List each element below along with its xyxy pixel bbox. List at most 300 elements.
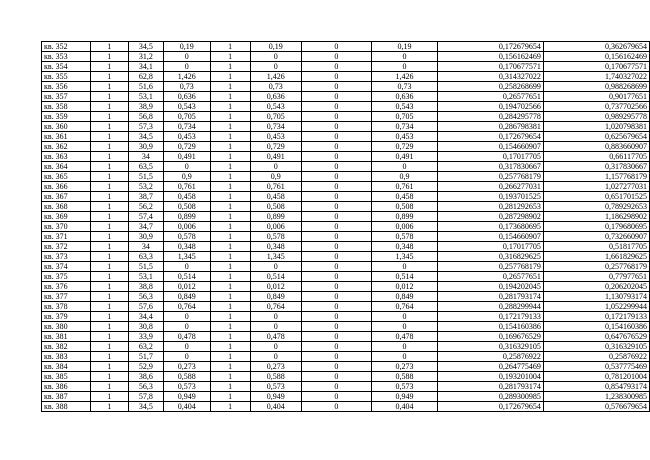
value-cell: 34,5 <box>128 132 164 142</box>
value-cell: 1 <box>90 252 128 262</box>
value-cell: 0,172679654 <box>437 42 543 52</box>
value-cell: 0,543 <box>164 102 210 112</box>
table-row <box>42 212 650 222</box>
value-cell: 1 <box>90 372 128 382</box>
value-cell: 0,491 <box>250 152 301 162</box>
value-cell: 1 <box>210 292 250 302</box>
value-cell: 1 <box>90 302 128 312</box>
apartment-cell: кв. 368 <box>42 202 91 212</box>
apartment-cell: кв. 357 <box>42 92 91 102</box>
value-cell: 1 <box>90 202 128 212</box>
value-cell: 34,5 <box>128 42 164 52</box>
value-cell: 0,273 <box>250 362 301 372</box>
table-row <box>42 242 650 252</box>
value-cell: 0,281793174 <box>437 292 543 302</box>
table-row <box>42 272 650 282</box>
value-cell: 0,478 <box>164 332 210 342</box>
value-cell: 0,281292653 <box>437 202 543 212</box>
value-cell: 51,5 <box>128 262 164 272</box>
value-cell: 1 <box>210 262 250 272</box>
table-row <box>42 132 650 142</box>
apartment-cell: кв. 375 <box>42 272 91 282</box>
value-cell: 0 <box>164 52 210 62</box>
value-cell: 0,508 <box>250 202 301 212</box>
value-cell: 1 <box>210 342 250 352</box>
table-row <box>42 72 650 82</box>
value-cell: 0,006 <box>372 222 438 232</box>
value-cell: 0 <box>301 282 372 292</box>
value-cell: 0,193701525 <box>437 192 543 202</box>
apartment-cell: кв. 379 <box>42 312 91 322</box>
table-row <box>42 142 650 152</box>
value-cell: 1 <box>210 122 250 132</box>
value-cell: 0,289300985 <box>437 392 543 402</box>
value-cell: 0,478 <box>250 332 301 342</box>
value-cell: 1 <box>90 52 128 62</box>
value-cell: 0 <box>301 342 372 352</box>
value-cell: 0,348 <box>250 242 301 252</box>
value-cell: 57,8 <box>128 392 164 402</box>
value-cell: 1 <box>90 272 128 282</box>
table-row <box>42 232 650 242</box>
value-cell: 1 <box>210 102 250 112</box>
value-cell: 0 <box>250 352 301 362</box>
value-cell: 0,316329105 <box>437 342 543 352</box>
value-cell: 1 <box>210 282 250 292</box>
value-cell: 0,458 <box>164 192 210 202</box>
value-cell: 0,625679654 <box>543 132 649 142</box>
value-cell: 0,006 <box>250 222 301 232</box>
value-cell: 62,8 <box>128 72 164 82</box>
value-cell: 0 <box>301 272 372 282</box>
apartment-cell: кв. 383 <box>42 352 91 362</box>
value-cell: 34,4 <box>128 312 164 322</box>
value-cell: 0,491 <box>164 152 210 162</box>
value-cell: 51,6 <box>128 82 164 92</box>
value-cell: 1,157768179 <box>543 172 649 182</box>
value-cell: 0,317830667 <box>437 162 543 172</box>
value-cell: 0,453 <box>372 132 438 142</box>
value-cell: 0,012 <box>250 282 301 292</box>
value-cell: 1 <box>210 302 250 312</box>
value-cell: 0 <box>301 62 372 72</box>
value-cell: 0,729 <box>250 142 301 152</box>
value-cell: 0,012 <box>164 282 210 292</box>
value-cell: 0 <box>301 222 372 232</box>
value-cell: 0 <box>301 402 372 412</box>
value-cell: 0 <box>164 352 210 362</box>
apartment-cell: кв. 353 <box>42 52 91 62</box>
value-cell: 0,458 <box>372 192 438 202</box>
value-cell: 0,172179133 <box>543 312 649 322</box>
value-cell: 1 <box>210 392 250 402</box>
value-cell: 0,51817705 <box>543 242 649 252</box>
value-cell: 1,052299944 <box>543 302 649 312</box>
table-row <box>42 382 650 392</box>
value-cell: 1 <box>210 82 250 92</box>
value-cell: 0,172679654 <box>437 132 543 142</box>
value-cell: 0 <box>250 52 301 62</box>
table-row <box>42 282 650 292</box>
apartment-cell: кв. 381 <box>42 332 91 342</box>
value-cell: 0,588 <box>250 372 301 382</box>
value-cell: 0,362679654 <box>543 42 649 52</box>
value-cell: 0,543 <box>250 102 301 112</box>
value-cell: 0 <box>372 62 438 72</box>
value-cell: 53,1 <box>128 92 164 102</box>
apartment-cell: кв. 388 <box>42 402 91 412</box>
value-cell: 0,156162469 <box>543 52 649 62</box>
value-cell: 0 <box>372 312 438 322</box>
value-cell: 1 <box>210 322 250 332</box>
value-cell: 1 <box>90 82 128 92</box>
table-body <box>42 42 650 412</box>
value-cell: 0,578 <box>250 232 301 242</box>
value-cell: 38,6 <box>128 372 164 382</box>
value-cell: 0,006 <box>164 222 210 232</box>
value-cell: 1 <box>90 292 128 302</box>
value-cell: 1 <box>90 192 128 202</box>
value-cell: 0,849 <box>164 292 210 302</box>
value-cell: 0,899 <box>372 212 438 222</box>
value-cell: 1 <box>210 112 250 122</box>
value-cell: 51,7 <box>128 352 164 362</box>
value-cell: 30,9 <box>128 142 164 152</box>
value-cell: 38,9 <box>128 102 164 112</box>
value-cell: 1 <box>90 342 128 352</box>
value-cell: 31,2 <box>128 52 164 62</box>
value-cell: 1 <box>210 202 250 212</box>
value-cell: 0,949 <box>164 392 210 402</box>
value-cell: 0,317830667 <box>543 162 649 172</box>
apartment-cell: кв. 354 <box>42 62 91 72</box>
value-cell: 0,883660907 <box>543 142 649 152</box>
value-cell: 0,170677571 <box>437 62 543 72</box>
table-row <box>42 202 650 212</box>
value-cell: 0 <box>301 172 372 182</box>
value-cell: 1 <box>210 242 250 252</box>
value-cell: 0,404 <box>250 402 301 412</box>
value-cell: 0,286798381 <box>437 122 543 132</box>
value-cell: 0,514 <box>164 272 210 282</box>
value-cell: 0 <box>301 302 372 312</box>
value-cell: 0 <box>250 342 301 352</box>
value-cell: 1 <box>90 312 128 322</box>
value-cell: 0,25876922 <box>543 352 649 362</box>
value-cell: 0 <box>250 162 301 172</box>
value-cell: 0,264775469 <box>437 362 543 372</box>
value-cell: 1 <box>90 132 128 142</box>
value-cell: 0,578 <box>164 232 210 242</box>
value-cell: 1,345 <box>372 252 438 262</box>
value-cell: 1 <box>210 352 250 362</box>
value-cell: 0,729 <box>372 142 438 152</box>
table-row <box>42 122 650 132</box>
value-cell: 1 <box>210 162 250 172</box>
value-cell: 30,9 <box>128 232 164 242</box>
value-cell: 0 <box>301 382 372 392</box>
table-row <box>42 192 650 202</box>
value-cell: 0,193201004 <box>437 372 543 382</box>
value-cell: 1 <box>90 392 128 402</box>
apartment-cell: кв. 355 <box>42 72 91 82</box>
value-cell: 0 <box>301 202 372 212</box>
value-cell: 0,173680695 <box>437 222 543 232</box>
value-cell: 0 <box>164 312 210 322</box>
value-cell: 0,287298902 <box>437 212 543 222</box>
value-cell: 63,2 <box>128 342 164 352</box>
value-cell: 1 <box>210 192 250 202</box>
value-cell: 0,17017705 <box>437 152 543 162</box>
value-cell: 56,8 <box>128 112 164 122</box>
apartment-cell: кв. 378 <box>42 302 91 312</box>
value-cell: 1 <box>210 212 250 222</box>
apartment-cell: кв. 386 <box>42 382 91 392</box>
value-cell: 0 <box>372 322 438 332</box>
value-cell: 0,25876922 <box>437 352 543 362</box>
value-cell: 1,020798381 <box>543 122 649 132</box>
table-row <box>42 62 650 72</box>
apartment-cell: кв. 365 <box>42 172 91 182</box>
value-cell: 0,26577651 <box>437 272 543 282</box>
value-cell: 0,9 <box>372 172 438 182</box>
value-cell: 0,281793174 <box>437 382 543 392</box>
value-cell: 1 <box>90 172 128 182</box>
value-cell: 0,73 <box>250 82 301 92</box>
apartment-cell: кв. 371 <box>42 232 91 242</box>
apartment-cell: кв. 370 <box>42 222 91 232</box>
value-cell: 0,170677571 <box>543 62 649 72</box>
value-cell: 0,179680695 <box>543 222 649 232</box>
value-cell: 0 <box>301 162 372 172</box>
apartment-cell: кв. 361 <box>42 132 91 142</box>
value-cell: 0,537775469 <box>543 362 649 372</box>
value-cell: 0,284295778 <box>437 112 543 122</box>
apartment-cell: кв. 360 <box>42 122 91 132</box>
apartment-cell: кв. 377 <box>42 292 91 302</box>
value-cell: 0,73 <box>372 82 438 92</box>
value-cell: 0,17017705 <box>437 242 543 252</box>
apartment-cell: кв. 363 <box>42 152 91 162</box>
value-cell: 63,3 <box>128 252 164 262</box>
apartment-cell: кв. 364 <box>42 162 91 172</box>
value-cell: 0,576679654 <box>543 402 649 412</box>
value-cell: 1 <box>90 112 128 122</box>
table-row <box>42 322 650 332</box>
value-cell: 0,647676529 <box>543 332 649 342</box>
value-cell: 0 <box>301 352 372 362</box>
value-cell: 0,458 <box>250 192 301 202</box>
value-cell: 0,761 <box>164 182 210 192</box>
value-cell: 0,789292653 <box>543 202 649 212</box>
value-cell: 0,9 <box>164 172 210 182</box>
value-cell: 52,9 <box>128 362 164 372</box>
value-cell: 1,186298902 <box>543 212 649 222</box>
value-cell: 0,514 <box>250 272 301 282</box>
value-cell: 1 <box>90 62 128 72</box>
value-cell: 1 <box>90 92 128 102</box>
value-cell: 57,6 <box>128 302 164 312</box>
value-cell: 38,8 <box>128 282 164 292</box>
table-row <box>42 342 650 352</box>
value-cell: 0,764 <box>372 302 438 312</box>
value-cell: 1,345 <box>250 252 301 262</box>
value-cell: 0,348 <box>372 242 438 252</box>
value-cell: 0 <box>301 122 372 132</box>
value-cell: 1 <box>210 142 250 152</box>
value-cell: 0,26577651 <box>437 92 543 102</box>
value-cell: 1 <box>210 312 250 322</box>
value-cell: 1,426 <box>372 72 438 82</box>
table-row <box>42 172 650 182</box>
apartment-cell: кв. 385 <box>42 372 91 382</box>
value-cell: 0,154160386 <box>437 322 543 332</box>
value-cell: 0,949 <box>372 392 438 402</box>
apartment-cell: кв. 358 <box>42 102 91 112</box>
value-cell: 0,729 <box>164 142 210 152</box>
value-cell: 1 <box>210 382 250 392</box>
value-cell: 1,740327022 <box>543 72 649 82</box>
value-cell: 1 <box>210 62 250 72</box>
value-cell: 0,781201004 <box>543 372 649 382</box>
value-cell: 1 <box>90 102 128 112</box>
apartment-cell: кв. 352 <box>42 42 91 52</box>
value-cell: 0,849 <box>372 292 438 302</box>
value-cell: 1 <box>210 222 250 232</box>
value-cell: 0,573 <box>372 382 438 392</box>
table-row <box>42 162 650 172</box>
value-cell: 1 <box>210 92 250 102</box>
value-cell: 0,764 <box>250 302 301 312</box>
value-cell: 0,949 <box>250 392 301 402</box>
value-cell: 34,5 <box>128 402 164 412</box>
value-cell: 0,73 <box>164 82 210 92</box>
value-cell: 0 <box>164 62 210 72</box>
value-cell: 1,661829625 <box>543 252 649 262</box>
value-cell: 0,314327022 <box>437 72 543 82</box>
value-cell: 0 <box>372 262 438 272</box>
value-cell: 0,273 <box>372 362 438 372</box>
value-cell: 0,19 <box>250 42 301 52</box>
value-cell: 1 <box>90 72 128 82</box>
apartment-cell: кв. 384 <box>42 362 91 372</box>
value-cell: 0 <box>301 212 372 222</box>
value-cell: 1 <box>90 222 128 232</box>
table-row <box>42 92 650 102</box>
value-cell: 0 <box>250 312 301 322</box>
value-cell: 0,491 <box>372 152 438 162</box>
value-cell: 0,266277031 <box>437 182 543 192</box>
value-cell: 0,508 <box>164 202 210 212</box>
value-cell: 63,5 <box>128 162 164 172</box>
value-cell: 0 <box>301 92 372 102</box>
value-cell: 0,316329105 <box>543 342 649 352</box>
value-cell: 0,899 <box>164 212 210 222</box>
table-row <box>42 222 650 232</box>
value-cell: 0 <box>372 352 438 362</box>
value-cell: 1 <box>90 362 128 372</box>
value-cell: 0,316829625 <box>437 252 543 262</box>
table-row <box>42 372 650 382</box>
apartment-cell: кв. 382 <box>42 342 91 352</box>
value-cell: 34,1 <box>128 62 164 72</box>
value-cell: 0 <box>301 132 372 142</box>
value-cell: 1 <box>90 122 128 132</box>
value-cell: 1 <box>210 362 250 372</box>
table-row <box>42 42 650 52</box>
value-cell: 0 <box>301 82 372 92</box>
value-cell: 0 <box>164 322 210 332</box>
value-cell: 0,636 <box>372 92 438 102</box>
value-cell: 1 <box>210 52 250 62</box>
table-row <box>42 392 650 402</box>
value-cell: 0,899 <box>250 212 301 222</box>
apartment-cell: кв. 376 <box>42 282 91 292</box>
value-cell: 57,4 <box>128 212 164 222</box>
value-cell: 0,989295778 <box>543 112 649 122</box>
value-cell: 0 <box>301 42 372 52</box>
value-cell: 1 <box>210 182 250 192</box>
value-cell: 0 <box>301 142 372 152</box>
value-cell: 56,2 <box>128 202 164 212</box>
value-cell: 0 <box>301 262 372 272</box>
value-cell: 0,588 <box>164 372 210 382</box>
table-row <box>42 292 650 302</box>
value-cell: 0 <box>250 322 301 332</box>
value-cell: 0,573 <box>164 382 210 392</box>
value-cell: 0,90177651 <box>543 92 649 102</box>
table-row <box>42 152 650 162</box>
value-cell: 1 <box>210 42 250 52</box>
value-cell: 0 <box>301 192 372 202</box>
value-cell: 34 <box>128 242 164 252</box>
value-cell: 0,154160386 <box>543 322 649 332</box>
value-cell: 1 <box>90 232 128 242</box>
apartment-cell: кв. 374 <box>42 262 91 272</box>
table-row <box>42 102 650 112</box>
value-cell: 0,636 <box>164 92 210 102</box>
value-cell: 1 <box>90 262 128 272</box>
value-cell: 1 <box>210 132 250 142</box>
value-cell: 0,9 <box>250 172 301 182</box>
value-cell: 0,988268699 <box>543 82 649 92</box>
table-row <box>42 352 650 362</box>
value-cell: 0,734 <box>250 122 301 132</box>
table-row <box>42 262 650 272</box>
apartment-cell: кв. 367 <box>42 192 91 202</box>
value-cell: 0,012 <box>372 282 438 292</box>
table-row <box>42 252 650 262</box>
value-cell: 1,238300985 <box>543 392 649 402</box>
value-cell: 0 <box>301 392 372 402</box>
apartment-cell: кв. 362 <box>42 142 91 152</box>
value-cell: 0,348 <box>164 242 210 252</box>
value-cell: 0,66117705 <box>543 152 649 162</box>
value-cell: 0,194702566 <box>437 102 543 112</box>
value-cell: 0 <box>301 332 372 342</box>
value-cell: 0,172179133 <box>437 312 543 322</box>
apartment-cell: кв. 380 <box>42 322 91 332</box>
apartment-cell: кв. 387 <box>42 392 91 402</box>
value-cell: 1 <box>90 352 128 362</box>
value-cell: 0,273 <box>164 362 210 372</box>
value-cell: 1 <box>90 152 128 162</box>
value-cell: 1 <box>90 382 128 392</box>
apartment-cell: кв. 372 <box>42 242 91 252</box>
value-cell: 0,578 <box>372 232 438 242</box>
value-cell: 38,7 <box>128 192 164 202</box>
value-cell: 0 <box>301 102 372 112</box>
